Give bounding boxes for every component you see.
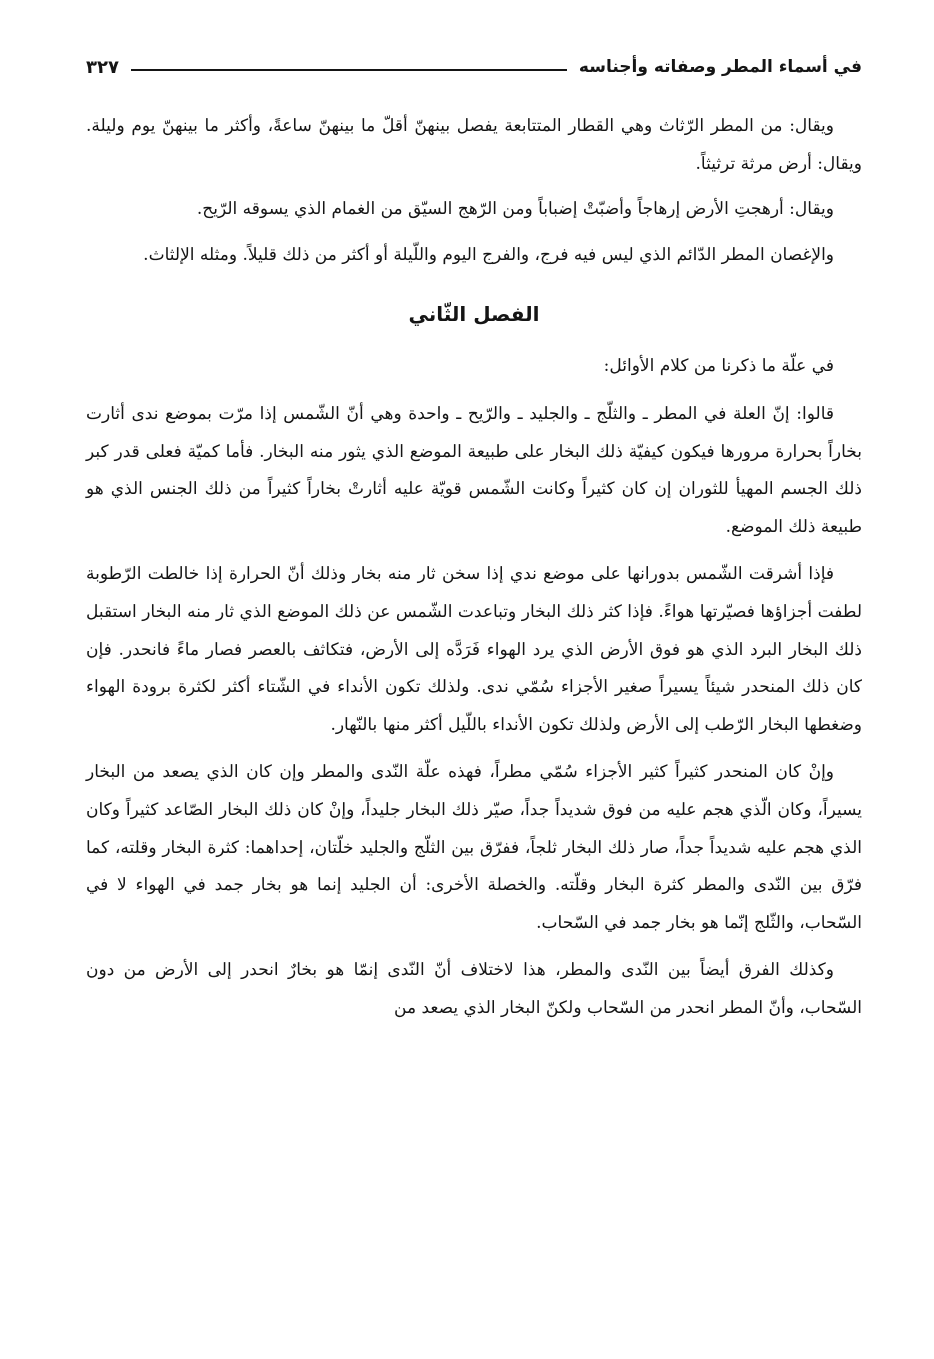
paragraph-rain-dew: وإنْ كان المنحدر كثيراً كثير الأجزاء سُمّي مطراً، فهذه علّة النّدى والمطر وإن كان الذي يصعد من البخار يسيراً، وكان الّذي هجم عليه من فوق شديداً جداً، صيّر ذلك البخار جليداً، وإنْ كان ذلك البخار الصّاعد كثيراً وكان الذي هجم عليه شديداً جداً، صار ذلك البخار ثلجاً، ففرّق بين الثلّج والجليد خلّتان، إحداهما: كثرة البخار وقلته، كما فرّق بين النّدى والمطر كثرة البخار وقلّته. والخصلة الأخرى: أن الجليد إنما هو بخار جمد في الهواء لا في السّحاب، والثّلج إنّما هو بخار جمد في السّحاب. xyxy=(86,762,862,933)
book-page xyxy=(86,44,862,1344)
running-header xyxy=(86,44,862,90)
paragraph-illa: قالوا: إنّ العلة في المطر ـ والثلّج ـ والجليد ـ والرّيح ـ واحدة وهي أنّ الشّمس إذا مرّت بموضع ندى أثارت بخاراً بحرارة مرورها فيكون كيفيّة ذلك البخار على طبيعة الموضع الذي يثور منه البخار. فأما كميّة فعلى قدر كبر ذلك الجسم المهيأ للثوران إن كان كثيراً وكانت الشّمس قويّة عليه أثارتْ بخاراً كثيراً من ذلك الجنس الذي هو طبيعة ذلك الموضع. xyxy=(86,403,862,537)
section-heading: الفصل الثّاني xyxy=(408,302,540,327)
paragraph-irhaj: ويقال: أرهجتِ الأرض إرهاجاً وأضبّتْ إضباباً ومن الرّهج السيّق من الغمام الذي يسوقه الرّيح. xyxy=(196,199,834,220)
paragraph-difference: وكذلك الفرق أيضاً بين النّدى والمطر، هذا لاختلاف أنّ النّدى إنمّا هو بخارٌ انحدر إلى الأرض من دون السّحاب، وأنّ المطر انحدر من السّحاب ولكنّ البخار الذي يصعد من xyxy=(86,960,862,1018)
page-number: ٣٢٧ xyxy=(86,56,119,78)
paragraph-rithath: ويقال: من المطر الرّثاث وهي القطار المتتابعة يفصل بينهنّ أقلّ ما بينهنّ ساعةً، وأكثر ما بينهنّ يوم وليلة. ويقال: أرض مرثة ترثيثاً. xyxy=(86,116,862,174)
paragraph-sunrise: فإذا أشرقت الشّمس بدورانها على موضع ندي إذا سخن ثار منه بخار وذلك أنّ الحرارة إذا خالطت الرّطوبة لطفت أجزاؤها فصيّرتها هواءً. فإذا كثر ذلك البخار وتباعدت الشّمس عن ذلك الموضع الذي ثار منه البخار استقبل ذلك البخار البرد الذي هو فوق الأرض الذي يرد الهواء فَرَدَّه إلى الأرض، فتكاثف بالعصر فصار ماءً فانحدر. فإن كان ذلك المنحدر شيئاً يسيراً صغير الأجزاء سُمّي ندى. ولذلك تكون الأنداء في الشّتاء أكثر لكثرة برودة الهواء وضغطها البخار الرّطب إلى الأرض ولذلك تكون الأنداء باللّيل أكثر منها بالنّهار. xyxy=(86,564,862,735)
section-intro: في علّة ما ذكرنا من كلام الأوائل: xyxy=(603,356,834,377)
header-rule xyxy=(131,69,567,71)
paragraph-ighsan: والإغصان المطر الدّائم الذي ليس فيه فرج، والفرج اليوم واللّيلة أو أكثر من ذلك قليلاً. ومثله الإلثاث. xyxy=(143,244,834,265)
running-title: في أسماء المطر وصفاته وأجناسه xyxy=(578,57,862,77)
body-text xyxy=(86,108,862,1027)
